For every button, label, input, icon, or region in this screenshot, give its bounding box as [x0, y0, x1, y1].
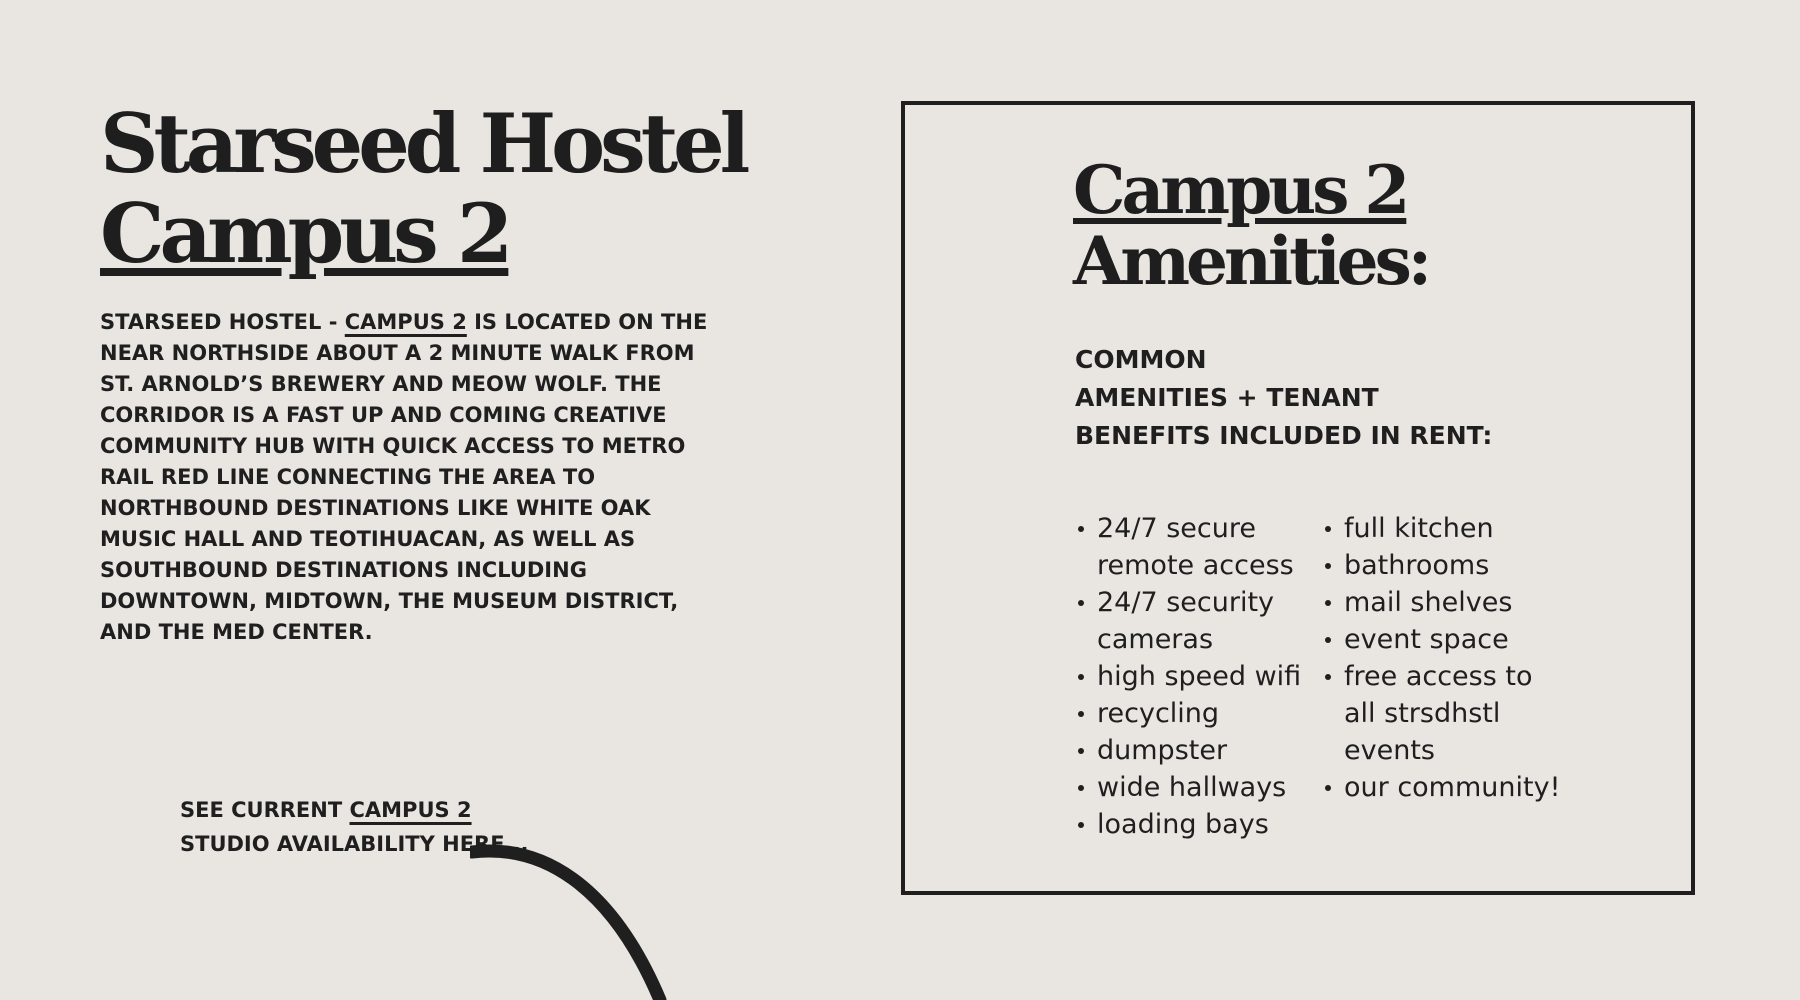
- cta-text-end: STUDIO AVAILABILITY HERE...: [180, 832, 529, 856]
- list-item: loading bays: [1075, 806, 1315, 843]
- amenities-subtitle: [1075, 341, 1492, 455]
- page-title-line-1: Starseed Hostel: [100, 97, 746, 192]
- amenities-list-right: [1322, 510, 1572, 806]
- list-item: bathrooms: [1322, 547, 1572, 584]
- campus-2-link[interactable]: CAMPUS 2: [344, 310, 467, 334]
- decorative-arc: [470, 830, 710, 1000]
- list-item: 24/7 security cameras: [1075, 584, 1315, 658]
- list-item: dumpster: [1075, 732, 1315, 769]
- amenities-subtitle-line-1: COMMON: [1075, 345, 1207, 374]
- intro-text-end: IS LOCATED ON THE NEAR NORTHSIDE ABOUT A 2 MINUTE WALK FROM ST. ARNOLD’S BREWERY AND MEOW WOLF. THE CORRIDOR IS A FAST UP AND COMING CREATIVE COMMUNITY HUB WITH QUICK ACCESS TO METRO RAIL RED LINE CONNECTING THE AREA TO NORTHBOUND DESTINATIONS LIKE WHITE OAK MUSIC HALL AND TEOTIHUACAN, AS WELL AS SOUTHBOUND DESTINATIONS INCLUDING DOWNTOWN, MIDTOWN, THE MUSEUM DISTRICT, AND THE MED CENTER.: [100, 310, 708, 644]
- cta-text-start: SEE CURRENT: [180, 798, 350, 822]
- list-item: mail shelves: [1322, 584, 1572, 621]
- amenities-title: [1073, 151, 1429, 300]
- intro-text-start: STARSEED HOSTEL -: [100, 310, 345, 334]
- intro-paragraph: [100, 307, 720, 648]
- list-item: wide hallways: [1075, 769, 1315, 806]
- list-item: 24/7 secure remote access: [1075, 510, 1315, 584]
- list-item: our community!: [1322, 769, 1572, 806]
- page-title-line-2: Campus 2: [100, 187, 509, 282]
- amenities-title-line-1: Campus 2: [1073, 151, 1407, 229]
- list-item: free access to all strsdhstl events: [1322, 658, 1572, 769]
- availability-link[interactable]: CAMPUS 2: [349, 798, 472, 822]
- list-item: event space: [1322, 621, 1572, 658]
- list-item: high speed wifi: [1075, 658, 1315, 695]
- amenities-subtitle-line-2: AMENITIES + TENANT: [1075, 383, 1379, 412]
- page-title: [100, 97, 746, 282]
- amenities-subtitle-line-3: BENEFITS INCLUDED IN RENT:: [1075, 421, 1493, 450]
- list-item: full kitchen: [1322, 510, 1572, 547]
- amenities-list-left: [1075, 510, 1315, 843]
- list-item: recycling: [1075, 695, 1315, 732]
- amenities-title-line-2: Amenities:: [1073, 222, 1429, 300]
